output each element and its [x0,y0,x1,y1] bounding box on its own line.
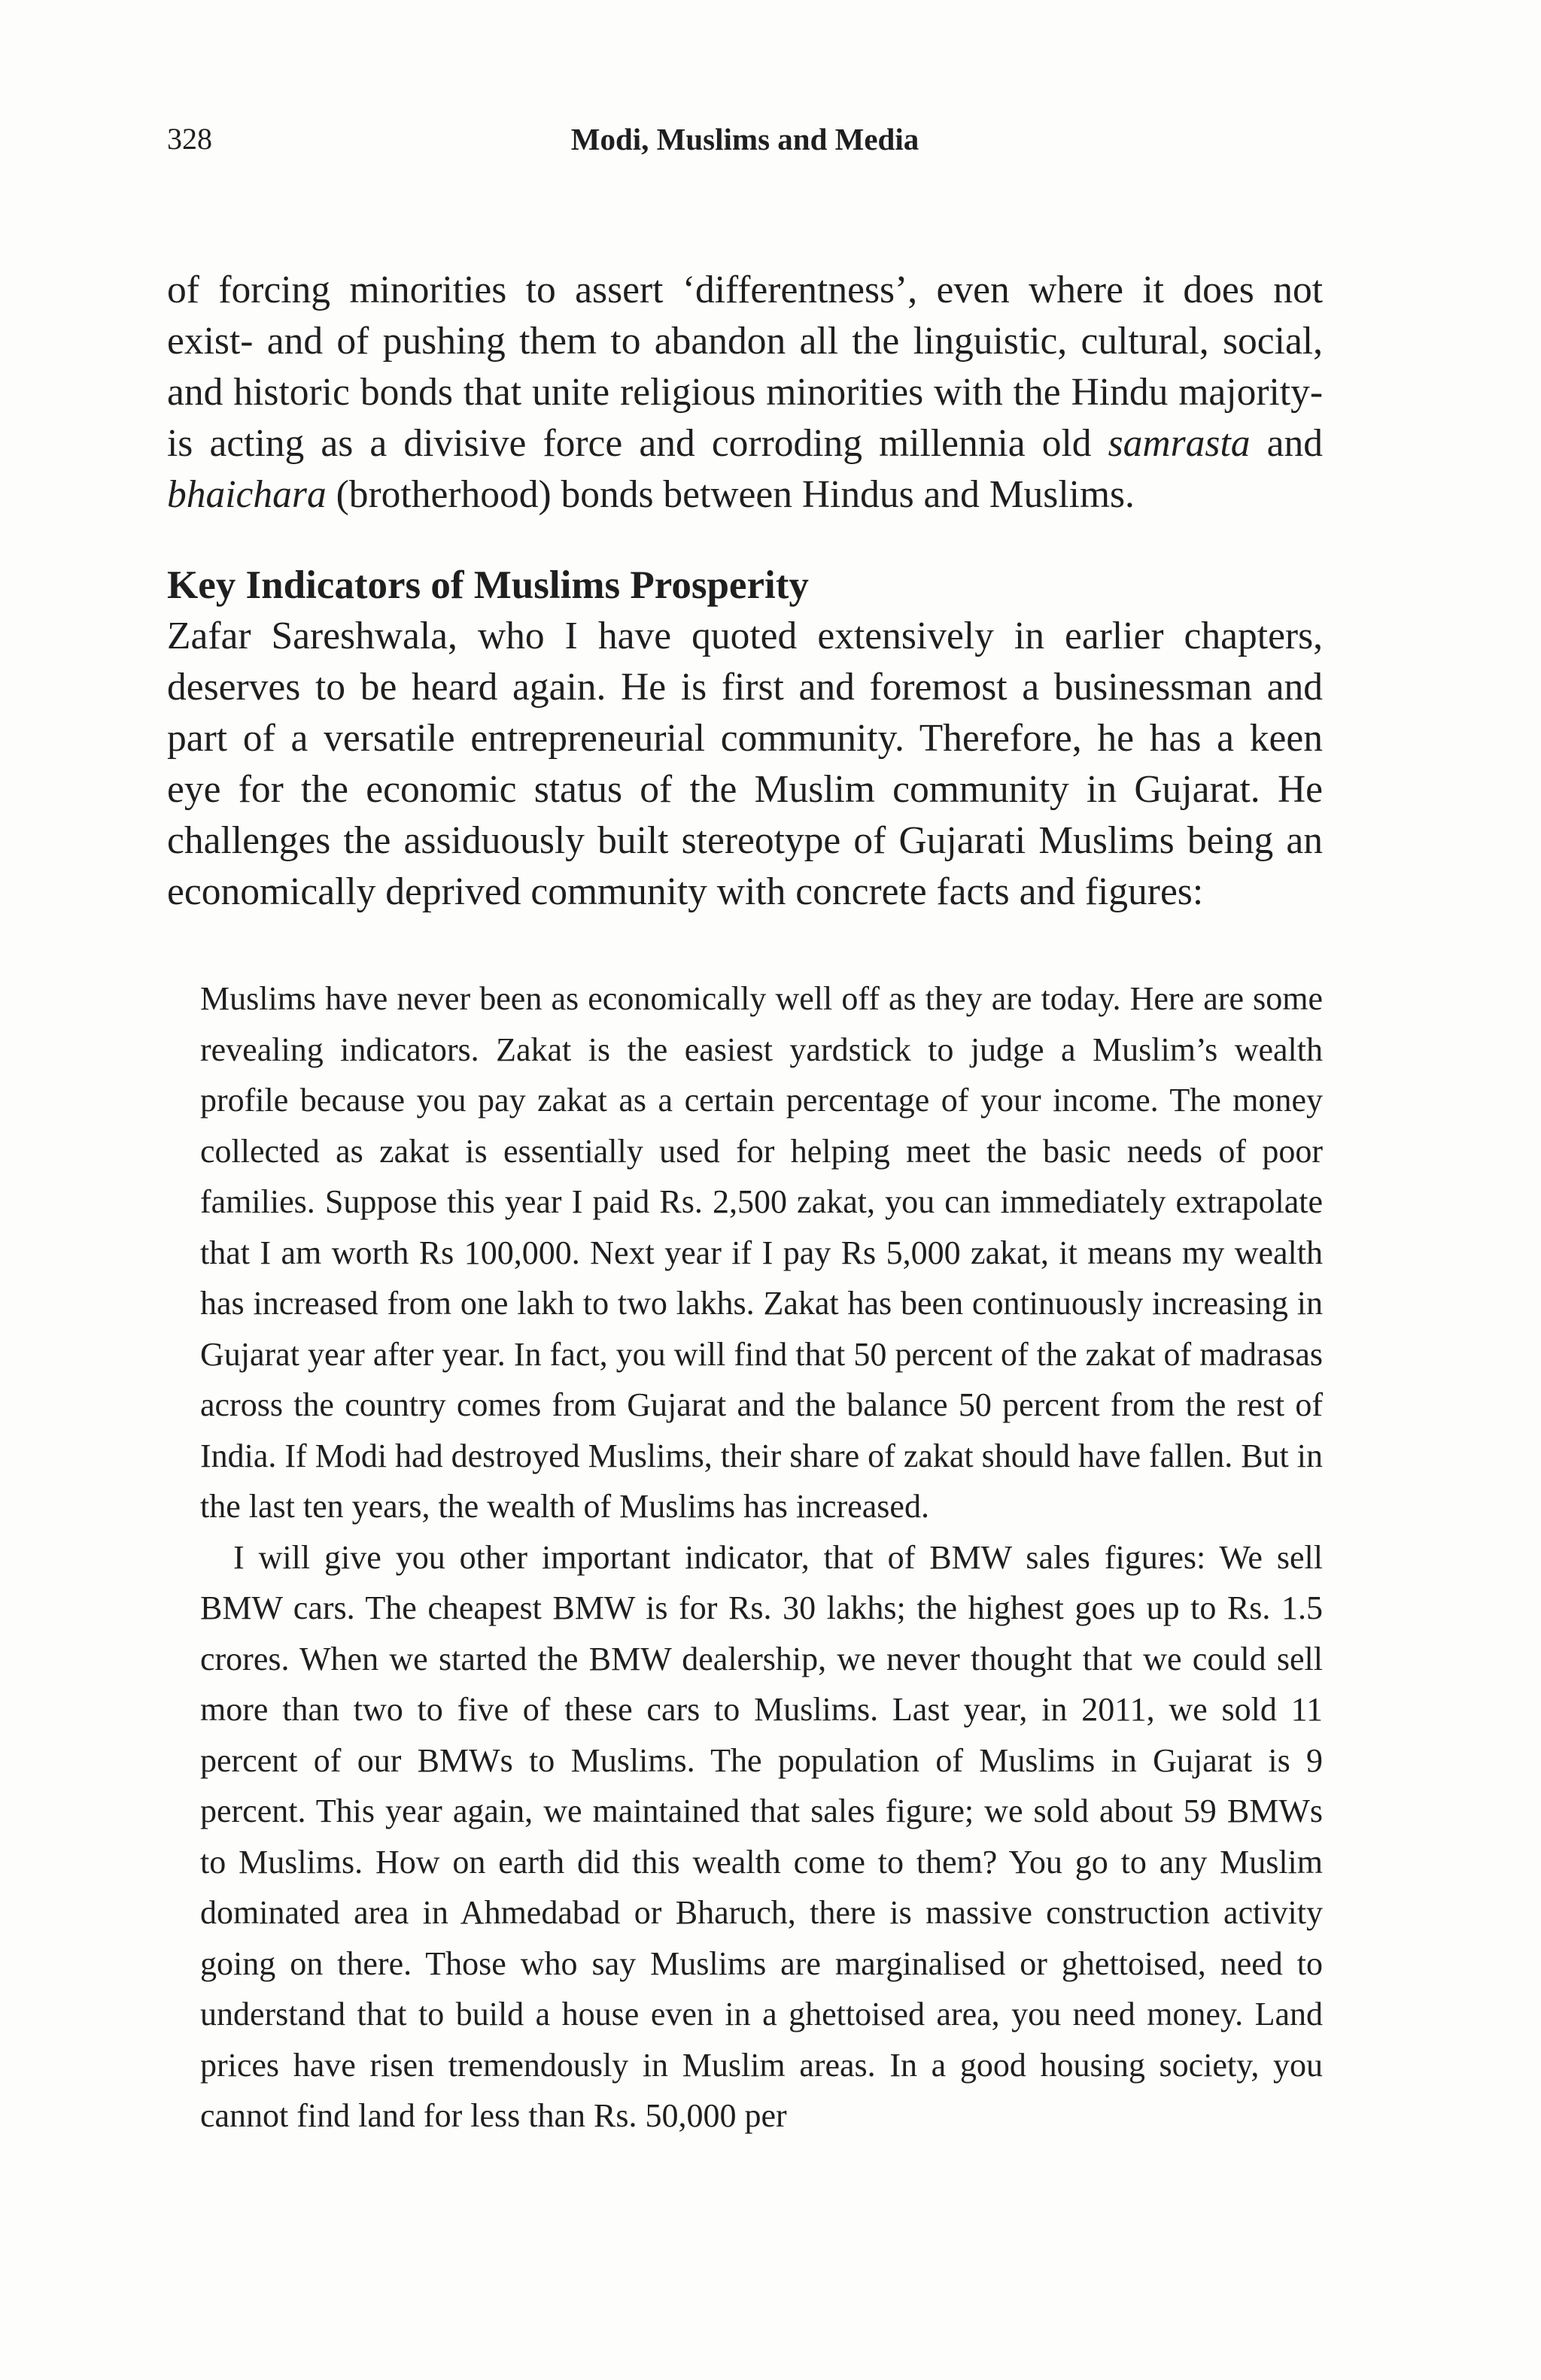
quote-paragraph-1: Muslims have never been as economically well off as they are today. Here are some revealing indicators. Zakat is the easiest yardstick to judge a Muslim’s wealth profile because you pay zakat as a certain percentage of your income. The money collected as zakat is essentially used for helping meet the basic needs of poor families. Suppose this year I paid Rs. 2,500 zakat, you can immediately extrapolate that I am worth Rs 100,000. Next year if I pay Rs 5,000 zakat, it means my wealth has increased from one lakh to two lakhs. Zakat has been continuously increasing in Gujarat year after year. In fact, you will find that 50 percent of the zakat of madrasas across the country comes from Gujarat and the balance 50 percent from the rest of India. If Modi had destroyed Muslims, their share of zakat should have fallen. But in the last ten years, the wealth of Muslims has increased. [200,980,1323,1525]
page-body [167,265,1323,2142]
quote-paragraph-2: I will give you other important indicator, that of BMW sales figures: We sell BMW cars. The cheapest BMW is for Rs. 30 lakhs; the highest goes up to Rs. 1.5 crores. When we started the BMW dealership, we never thought that we could sell more than two to five of these cars to Muslims. Last year, in 2011, we sold 11 percent of our BMWs to Muslims. The population of Muslims in Gujarat is 9 percent. This year again, we maintained that sales figure; we sold about 59 BMWs to Muslims. How on earth did this wealth come to them? You go to any Muslim dominated area in Ahmedabad or Bharuch, there is massive construction activity going on there. Those who say Muslims are marginalised or ghettoised, need to understand that to build a house even in a ghettoised area, you need money. Land prices have risen tremendously in Muslim areas. In a good housing society, you cannot find land for less than Rs. 50,000 per [200,1538,1323,2134]
page-number: 328 [167,122,212,156]
intro-text-3: (brotherhood) bonds between Hindus and Muslims. [326,473,1135,516]
intro-italic-samrasta: samrasta [1108,422,1251,465]
running-title: Modi, Muslims and Media [570,122,919,156]
page-header [167,117,1323,162]
intro-text-2: and [1250,422,1323,465]
intro-italic-bhaichara: bhaichara [167,473,327,516]
block-quote [200,973,1323,2142]
section-heading: Key Indicators of Muslims Prosperity [167,563,809,607]
section-paragraph: Zafar Sareshwala, who I have quoted extensively in earlier chapters, deserves to be heard again. He is first and foremost a businessman and part of a versatile entrepreneurial community. Therefore, he has a keen eye for the economic status of the Muslim community in Gujarat. He challenges the assiduously built stereotype of Gujarati Muslims being an economically deprived community with concrete facts and figures: [167,615,1323,913]
intro-paragraph [167,265,1323,521]
intro-text-1: of forcing minorities to assert ‘differentness’, even where it does not exist- and of pushing them to abandon all the linguistic, cultural, social, and historic bonds that unite religious minorities with the Hindu majority- is acting as a divisive force and corroding millennia old [167,269,1323,465]
